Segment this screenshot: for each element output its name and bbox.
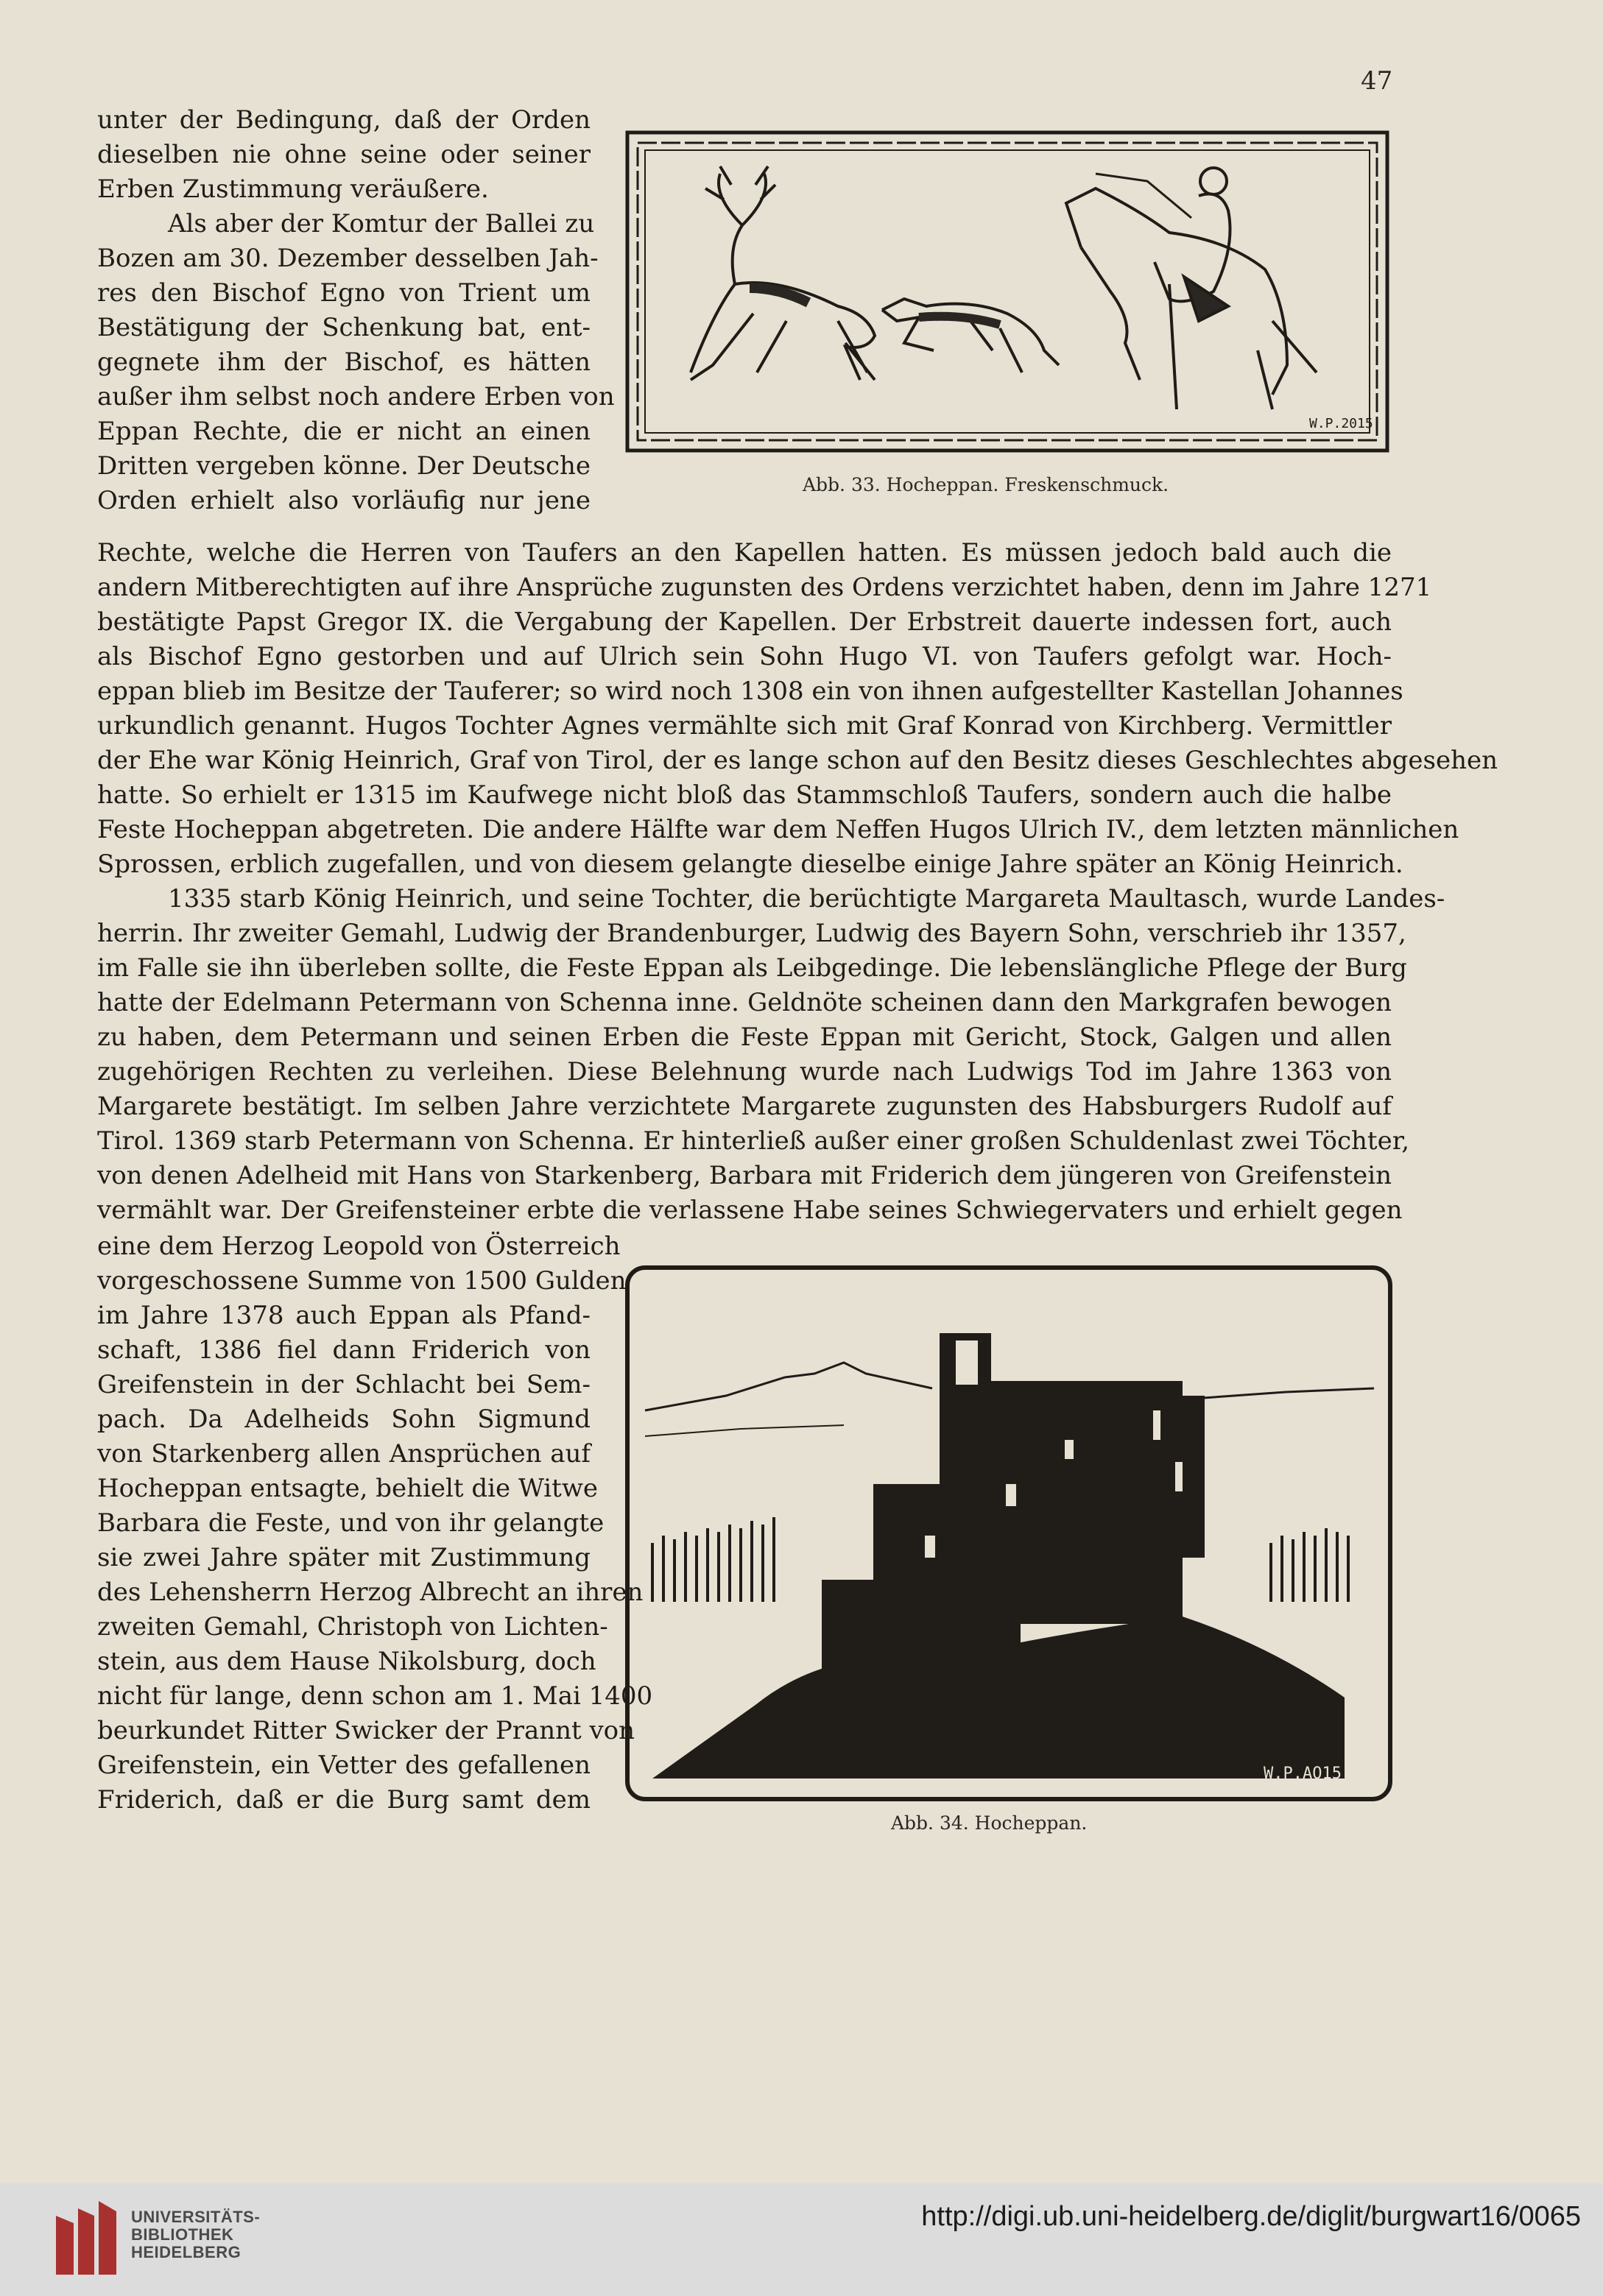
text-line: stein, aus dem Hause Nikolsburg, doch <box>97 1647 596 1676</box>
fig33-signature: W.P.2015 <box>1309 416 1373 431</box>
text-line: nicht für lange, denn schon am 1. Mai 1400 <box>97 1681 653 1711</box>
text-line: zu haben, dem Petermann und seinen Erben die Feste Eppan mit Gericht, Stock, Galgen und allen <box>97 1022 1392 1052</box>
text-line: Orden erhielt also vorläufig nur jene <box>97 486 591 515</box>
text-line: Greifenstein, ein Vetter des gefallenen <box>97 1751 591 1780</box>
text-line: Bozen am 30. Dezember desselben Jah- <box>97 244 599 273</box>
text-line: gegnete ihm der Bischof, es hätten <box>97 347 591 377</box>
source-url[interactable]: http://digi.ub.uni-heidelberg.de/diglit/burgwart16/0065 <box>921 2201 1581 2232</box>
text-line: von Starkenberg allen Ansprüchen auf <box>97 1439 591 1469</box>
text-line: beurkundet Ritter Swicker der Prannt von <box>97 1716 635 1745</box>
text-line: sie zwei Jahre später mit Zustimmung <box>97 1543 591 1572</box>
text-line: des Lehensherrn Herzog Albrecht an ihren <box>97 1578 644 1607</box>
text-line: herrin. Ihr zweiter Gemahl, Ludwig der Brandenburger, Ludwig des Bayern Sohn, verschrieb ihr 1357, <box>97 919 1406 948</box>
text-line: zweiten Gemahl, Christoph von Lichten- <box>97 1612 608 1642</box>
text-line: von denen Adelheid mit Hans von Starkenberg, Barbara mit Friderich dem jüngeren von Greifenstein <box>97 1161 1392 1190</box>
fig34-signature: W.P.AQ15 <box>1264 1765 1342 1783</box>
text-line: Tirol. 1369 starb Petermann von Schenna. Er hinterließ außer einer großen Schuldenlast zwei Töchter, <box>97 1126 1410 1156</box>
castle-ruin <box>652 1333 1345 1778</box>
text-line: Eppan Rechte, die er nicht an einen <box>97 417 591 446</box>
text-line: res den Bischof Egno von Trient um <box>97 278 591 308</box>
text-line: urkundlich genannt. Hugos Tochter Agnes vermählte sich mit Graf Konrad von Kirchberg. Vermittler <box>97 711 1392 741</box>
hound-figure <box>882 299 1059 372</box>
library-logo-icon <box>52 2201 122 2282</box>
text-line: bestätigte Papst Gregor IX. die Vergabung der Kapellen. Der Erbstreit dauerte indessen fort, auch <box>97 607 1392 637</box>
text-line: schaft, 1386 fiel dann Friderich von <box>97 1335 591 1365</box>
stag-figure <box>691 166 875 380</box>
text-line: Sprossen, erblich zugefallen, und von diesem gelangte dieselbe einige Jahre später an König Heinrich. <box>97 849 1403 879</box>
text-line: im Falle sie ihn überleben sollte, die Feste Eppan als Leibgedinge. Die lebenslängliche Pflege der Burg <box>97 953 1407 983</box>
text-line: Erben Zustimmung veräußere. <box>97 174 489 204</box>
library-name-line: BIBLIOTHEK <box>131 2225 234 2244</box>
text-line: Dritten vergeben könne. Der Deutsche <box>97 451 591 481</box>
text-line: pach. Da Adelheids Sohn Sigmund <box>97 1405 591 1434</box>
text-line: 1335 starb König Heinrich, und seine Tochter, die berüchtigte Margareta Maultasch, wurde Landes- <box>168 884 1445 914</box>
text-line: Feste Hocheppan abgetreten. Die andere Hälfte war dem Neffen Hugos Ulrich IV., dem letzten männlichen <box>97 815 1459 844</box>
text-line: als Bischof Egno gestorben und auf Ulrich sein Sohn Hugo VI. von Taufers gefolgt war. Hoch- <box>97 642 1392 671</box>
text-line: Bestätigung der Schenkung bat, ent- <box>97 313 591 342</box>
page-number: 47 <box>1361 66 1393 96</box>
text-line: Barbara die Feste, und von ihr gelangte <box>97 1508 605 1538</box>
figure-34-caption: Abb. 34. Hocheppan. <box>891 1812 1088 1834</box>
text-line: Friderich, daß er die Burg samt dem <box>97 1785 591 1815</box>
library-logo <box>52 2201 122 2285</box>
rider-figure <box>1066 168 1317 409</box>
text-block-middle <box>97 536 1498 1228</box>
text-line: Als aber der Komtur der Ballei zu <box>168 209 595 239</box>
text-line: eine dem Herzog Leopold von Österreich <box>97 1232 621 1261</box>
text-line: Rechte, welche die Herren von Taufers an den Kapellen hatten. Es müssen jedoch bald auch die <box>97 538 1392 568</box>
text-line: zugehörigen Rechten zu verleihen. Diese Belehnung wurde nach Ludwigs Tod im Jahre 1363 von <box>97 1057 1392 1087</box>
text-line: andern Mitberechtigten auf ihre Ansprüche zugunsten des Ordens verzichtet haben, denn im Jahre 1271 <box>97 573 1432 602</box>
text-line: Hocheppan entsagte, behielt die Witwe <box>97 1474 599 1503</box>
text-line: außer ihm selbst noch andere Erben von <box>97 382 615 411</box>
library-name-line: HEIDELBERG <box>131 2243 242 2261</box>
text-line: hatte der Edelmann Petermann von Schenna inne. Geldnöte scheinen dann den Markgrafen bewogen <box>97 988 1392 1017</box>
text-line: vermählt war. Der Greifensteiner erbte die verlassene Habe seines Schwiegervaters und erhielt gegen <box>97 1195 1403 1225</box>
text-block-top-left <box>97 103 615 518</box>
text-block-bottom-left <box>97 1229 653 1818</box>
fresco-illustration <box>624 130 1390 453</box>
library-name-line: UNIVERSITÄTS- <box>131 2208 261 2226</box>
text-line: dieselben nie ohne seine oder seiner <box>97 140 591 169</box>
text-line: unter der Bedingung, daß der Orden <box>97 105 591 135</box>
text-line: der Ehe war König Heinrich, Graf von Tirol, der es lange schon auf den Besitz dieses Geschlechtes abgesehen <box>97 746 1498 775</box>
text-line: Margarete bestätigt. Im selben Jahre verzichtete Margarete zugunsten des Habsburgers Rudolf auf <box>97 1092 1392 1121</box>
figure-34-castle <box>623 1263 1395 1804</box>
castle-ruin-illustration <box>623 1263 1395 1804</box>
figure-33-caption: Abb. 33. Hocheppan. Freskenschmuck. <box>803 474 1169 495</box>
mountain-line <box>645 1363 932 1410</box>
text-line: eppan blieb im Besitze der Tauferer; so wird noch 1308 ein von ihnen aufgestellter Kastellan Johannes <box>97 677 1403 706</box>
text-line: Greifenstein in der Schlacht bei Sem- <box>97 1370 591 1399</box>
library-name <box>131 2208 260 2261</box>
figure-33-frieze <box>624 130 1390 453</box>
text-line: vorgeschossene Summe von 1500 Gulden <box>97 1266 627 1296</box>
text-line: im Jahre 1378 auch Eppan als Pfand- <box>97 1301 591 1330</box>
text-line: hatte. So erhielt er 1315 im Kaufwege nicht bloß das Stammschloß Taufers, sondern auch die halbe <box>97 780 1392 810</box>
